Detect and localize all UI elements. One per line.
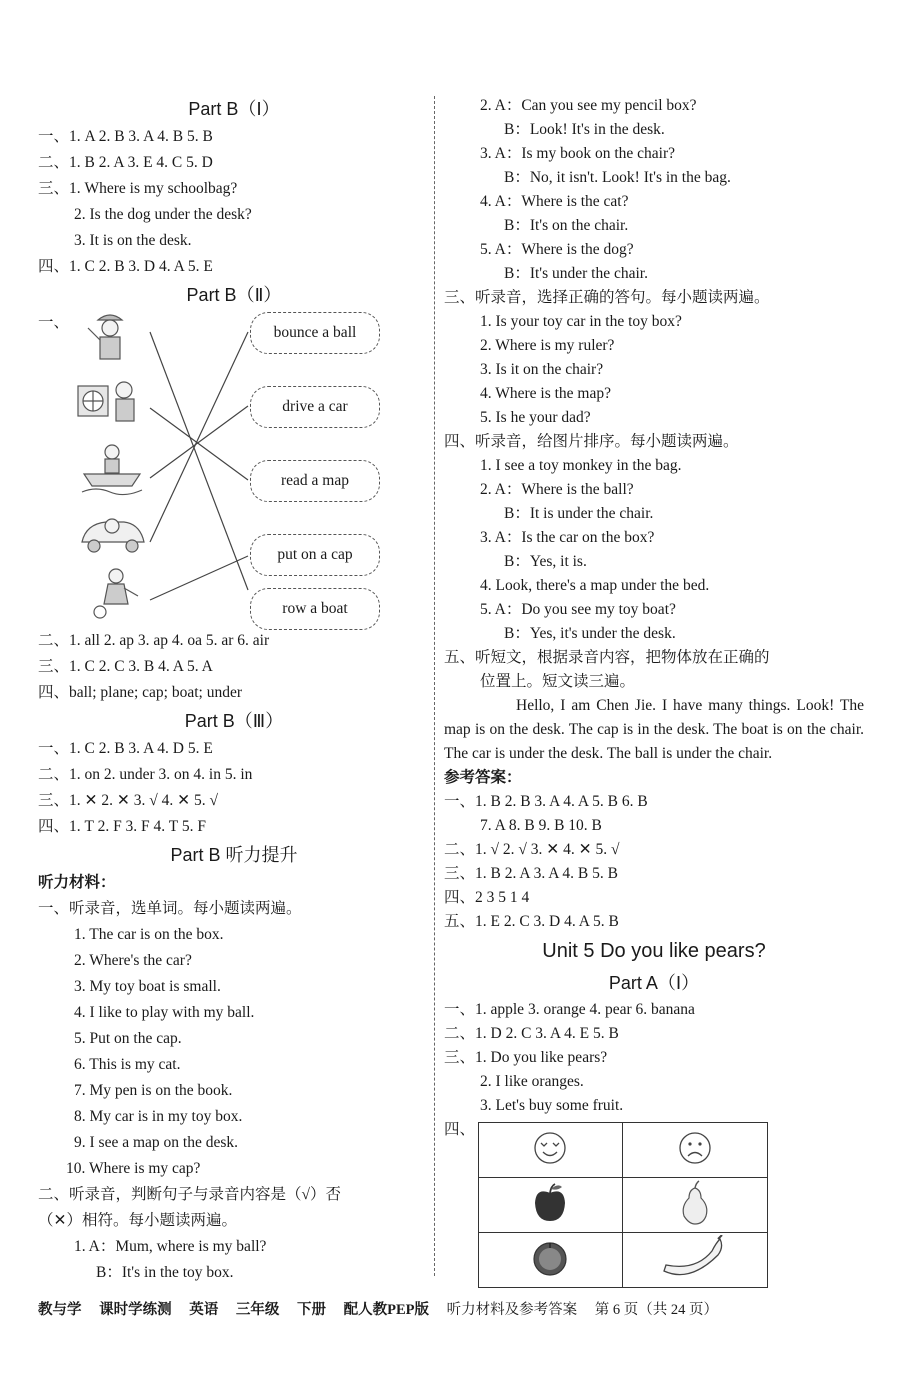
part-b3-title: Part B（Ⅲ） bbox=[184, 711, 284, 731]
listening-item: 2. A：Where is the ball? bbox=[480, 481, 634, 498]
answer-line: 四、1. C 2. B 3. D 4. A 5. E bbox=[38, 258, 213, 275]
fruit-table-section bbox=[444, 1118, 864, 1288]
listening-item: 5. A：Do you see my toy boat? bbox=[480, 601, 676, 618]
footer-section: 听力材料及参考答案 bbox=[446, 1302, 578, 1318]
answer-line: 五、1. E 2. C 3. D 4. A 5. B bbox=[444, 913, 619, 930]
answer-line: 四、1. T 2. F 3. F 4. T 5. F bbox=[38, 818, 206, 835]
table-cell bbox=[622, 1178, 767, 1233]
section-instruction: 三、听录音，选择正确的答句。每小题读两遍。 bbox=[444, 289, 770, 306]
section-instruction: 四、听录音，给图片排序。每小题读两遍。 bbox=[444, 433, 739, 450]
boy-map-picture bbox=[76, 374, 148, 430]
footer-subject: 英语 bbox=[189, 1302, 219, 1318]
right-column bbox=[444, 94, 864, 1288]
boy-cap-picture bbox=[76, 310, 148, 366]
listening-item: 1. A：Mum, where is my ball? bbox=[74, 1238, 267, 1255]
option-bounce-a-ball: bounce a ball bbox=[250, 312, 380, 354]
banana-icon bbox=[660, 1235, 730, 1281]
dialog-line: B：It's under the chair. bbox=[504, 265, 648, 282]
option-drive-a-car: drive a car bbox=[250, 386, 380, 428]
answer-line: 3. Let's buy some fruit. bbox=[480, 1097, 624, 1114]
apple-icon bbox=[530, 1181, 570, 1225]
footer-series: 课时学练测 bbox=[99, 1302, 172, 1318]
answer-line: 3. It is on the desk. bbox=[74, 232, 192, 249]
footer-edition: 配人教PEP版 bbox=[343, 1302, 430, 1318]
answer-line: 二、1. D 2. C 3. A 4. E 5. B bbox=[444, 1025, 619, 1042]
listening-item: 3. Is it on the chair? bbox=[480, 361, 604, 378]
dialog-line: B：It's on the chair. bbox=[504, 217, 629, 234]
listening-item: B：It is under the chair. bbox=[504, 505, 654, 522]
table-cell bbox=[622, 1233, 767, 1288]
answer-line: 三、1. B 2. A 3. A 4. B 5. B bbox=[444, 865, 618, 882]
listening-item: 5. Put on the cap. bbox=[74, 1030, 182, 1047]
section-instruction: 位置上。短文读三遍。 bbox=[480, 673, 636, 690]
listening-item: B：Yes, it is. bbox=[504, 553, 587, 570]
orange-icon bbox=[530, 1238, 570, 1278]
answer-line: 三、1. Where is my schoolbag? bbox=[38, 180, 238, 197]
table-cell bbox=[622, 1123, 767, 1178]
listening-item: 10. Where is my cap? bbox=[66, 1160, 201, 1177]
listening-item: 1. Is your toy car in the toy box? bbox=[480, 313, 682, 330]
listening-item: 5. Is he your dad? bbox=[480, 409, 591, 426]
answer-line: 二、1. √ 2. √ 3. ✕ 4. ✕ 5. √ bbox=[444, 841, 620, 858]
answer-line: 四、2 3 5 1 4 bbox=[444, 889, 530, 906]
listening-item: 4. Look, there's a map under the bed. bbox=[480, 577, 710, 594]
answer-line: 一、1. C 2. B 3. A 4. D 5. E bbox=[38, 740, 213, 757]
table-cell bbox=[479, 1178, 623, 1233]
answer-line: 2. Is the dog under the desk? bbox=[74, 206, 252, 223]
section-instruction: （✕）相符。每小题读两遍。 bbox=[38, 1212, 237, 1229]
unit-title: Unit 5 Do you like pears? bbox=[542, 940, 766, 962]
footer-grade: 三年级 bbox=[235, 1302, 280, 1318]
column-divider bbox=[434, 96, 435, 1276]
footer-brand: 教与学 bbox=[38, 1302, 82, 1318]
listening-item: 2. Where is my ruler? bbox=[480, 337, 615, 354]
part-b1-title: Part B（Ⅰ） bbox=[188, 99, 280, 119]
fruit-table bbox=[478, 1122, 768, 1288]
listening-item: 9. I see a map on the desk. bbox=[74, 1134, 238, 1151]
answer-line: 7. A 8. B 9. B 10. B bbox=[480, 817, 602, 834]
listening-item: 3. My toy boat is small. bbox=[74, 978, 221, 995]
boy-car-picture bbox=[76, 504, 148, 560]
answer-line: 二、1. all 2. ap 3. ap 4. oa 5. ar 6. air bbox=[38, 632, 270, 649]
table-cell bbox=[479, 1233, 623, 1288]
part-a1-title: Part A（Ⅰ） bbox=[608, 973, 700, 993]
girl-boat-picture bbox=[76, 440, 148, 496]
listening-item: 3. A：Is the car on the box? bbox=[480, 529, 655, 546]
listening-item: 4. Where is the map? bbox=[480, 385, 611, 402]
answer-line: 三、1. C 2. C 3. B 4. A 5. A bbox=[38, 658, 213, 675]
happy-face-icon bbox=[532, 1130, 568, 1166]
girl-ball-picture bbox=[76, 566, 148, 622]
page-footer bbox=[38, 1298, 878, 1326]
listening-item: 6. This is my cat. bbox=[74, 1056, 181, 1073]
section-instruction: 五、听短文，根据录音内容，把物体放在正确的 bbox=[444, 649, 770, 666]
option-row-a-boat: row a boat bbox=[250, 588, 380, 630]
dialog-line: 5. A：Where is the dog? bbox=[480, 241, 634, 258]
listening-item: 2. Where's the car? bbox=[74, 952, 192, 969]
dialog-line: 4. A：Where is the cat? bbox=[480, 193, 629, 210]
listening-item: 7. My pen is on the book. bbox=[74, 1082, 233, 1099]
answer-line: 三、1. Do you like pears? bbox=[444, 1049, 608, 1066]
section-label: 四、 bbox=[444, 1121, 476, 1138]
answer-line: 一、1. A 2. B 3. A 4. B 5. B bbox=[38, 128, 213, 145]
answer-line: 一、1. B 2. B 3. A 4. A 5. B 6. B bbox=[444, 793, 648, 810]
dialog-line: 3. A：Is my book on the chair? bbox=[480, 145, 676, 162]
matching-label: 一、 bbox=[38, 314, 70, 331]
listening-item: B：Yes, it's under the desk. bbox=[504, 625, 676, 642]
dialog-line: 2. A：Can you see my pencil box? bbox=[480, 97, 697, 114]
part-b2-title: Part B（Ⅱ） bbox=[186, 285, 282, 305]
material-label: 听力材料： bbox=[38, 874, 116, 891]
option-read-a-map: read a map bbox=[250, 460, 380, 502]
section-instruction: 一、听录音，选单词。每小题读两遍。 bbox=[38, 900, 302, 917]
answer-line: 二、1. on 2. under 3. on 4. in 5. in bbox=[38, 766, 253, 783]
sad-face-icon bbox=[677, 1130, 713, 1166]
listening-item: 1. The car is on the box. bbox=[74, 926, 224, 943]
answer-line: 一、1. apple 3. orange 4. pear 6. banana bbox=[444, 1001, 695, 1018]
dialog-line: B：Look! It's in the desk. bbox=[504, 121, 665, 138]
answer-line: 三、1. ✕ 2. ✕ 3. √ 4. ✕ 5. √ bbox=[38, 792, 218, 809]
pear-icon bbox=[675, 1180, 715, 1226]
left-column bbox=[38, 94, 430, 1286]
answer-line: 二、1. B 2. A 3. E 4. C 5. D bbox=[38, 154, 213, 171]
answer-line: 四、ball; plane; cap; boat; under bbox=[38, 684, 243, 701]
section-instruction: 二、听录音，判断句子与录音内容是（√）否 bbox=[38, 1186, 342, 1203]
listening-item: 4. I like to play with my ball. bbox=[74, 1004, 255, 1021]
answer-key-label: 参考答案： bbox=[444, 769, 522, 786]
listening-item: 1. I see a toy monkey in the bag. bbox=[480, 457, 682, 474]
footer-volume: 下册 bbox=[297, 1302, 326, 1318]
listening-item: B：It's in the toy box. bbox=[96, 1264, 234, 1281]
answer-line: 2. I like oranges. bbox=[480, 1073, 584, 1090]
table-cell bbox=[479, 1123, 623, 1178]
option-put-on-a-cap: put on a cap bbox=[250, 534, 380, 576]
part-b4-title: Part B 听力提升 bbox=[170, 845, 298, 865]
matching-exercise bbox=[38, 310, 430, 628]
footer-page-number: 第 6 页（共 24 页） bbox=[594, 1302, 719, 1318]
listening-passage: Hello, I am Chen Jie. I have many things. Look! The map is on the desk. The cap is in the desk. The boat is on the chair. The car is under the desk. The ball is under the chair. bbox=[444, 697, 864, 762]
listening-item: 8. My car is in my toy box. bbox=[74, 1108, 243, 1125]
dialog-line: B：No, it isn't. Look! It's in the bag. bbox=[504, 169, 731, 186]
